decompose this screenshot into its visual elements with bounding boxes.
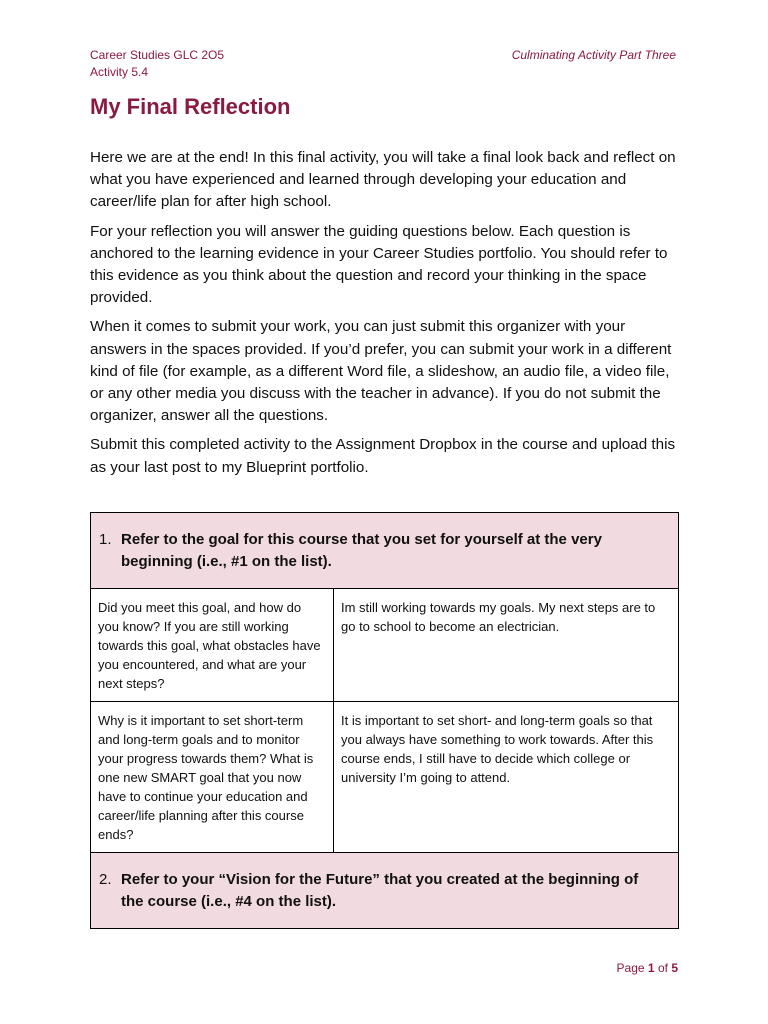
- paragraph-intro: Here we are at the end! In this final activity, you will take a final look back and reflect on what you have experienced and learned through developing your education and career/life plan for after high school.: [90, 149, 676, 211]
- document-header-left: [90, 47, 224, 81]
- current-page: 1: [647, 961, 655, 975]
- total-pages: 5: [671, 961, 678, 975]
- paragraph-dropbox: Submit this completed activity to the Assignment Dropbox in the course and upload this as your last post to my Blueprint portfolio.: [90, 436, 676, 476]
- page-word: Page: [616, 961, 645, 975]
- question-1-text: Refer to the goal for this course that you set for yourself at the very beginning (i.e., #1 on the list).: [121, 531, 602, 570]
- document-header-right: Culminating Activity Part Three: [511, 48, 676, 62]
- table-row: [91, 589, 679, 702]
- answer-cell[interactable]: It is important to set short- and long-term goals so that you always have something to work towards. After this course ends, I still have to decide which college or university I’m going to attend.: [334, 702, 679, 853]
- paragraph-reflection: For your reflection you will answer the guiding questions below. Each question is anchored to the learning evidence in your Career Studies portfolio. You should refer to this evidence as you think about the question and record your thinking in the space provided.: [90, 222, 668, 307]
- table-row: [91, 702, 679, 853]
- prompt-cell: Did you meet this goal, and how do you know? If you are still working towards this goal, what obstacles have you encountered, and what are your next steps?: [91, 589, 334, 702]
- question-number: 2.: [99, 871, 112, 888]
- course-name: Career Studies GLC 2O5: [90, 48, 225, 62]
- page-number-footer: [617, 961, 678, 975]
- reflection-organizer-table: [90, 512, 679, 929]
- question-1-header: [91, 513, 679, 589]
- activity-number: Activity 5.4: [90, 65, 149, 79]
- answer-cell[interactable]: Im still working towards my goals. My next steps are to go to school to become an electrician.: [334, 589, 679, 702]
- prompt-cell: Why is it important to set short-term and long-term goals and to monitor your progress towards them? What is one new SMART goal that you now have to continue your education and career/life planning after this course ends?: [91, 702, 334, 853]
- question-2-header: [91, 853, 679, 929]
- paragraph-submission: When it comes to submit your work, you can just submit this organizer with your answers in the spaces provided. If you’d prefer, you can submit your work in a different kind of file (for example, as a different Word file, a slideshow, an audio file, a video file, or any other media you discuss with the teacher in advance). If you do not submit the organizer, answer all the questions.: [90, 318, 672, 425]
- page-title: My Final Reflection: [90, 94, 291, 119]
- question-2-text: Refer to your “Vision for the Future” that you created at the beginning of the course (i.e., #4 on the list).: [121, 871, 639, 910]
- instructions: [90, 147, 682, 486]
- question-number: 1.: [99, 531, 112, 548]
- of-word: of: [657, 961, 668, 975]
